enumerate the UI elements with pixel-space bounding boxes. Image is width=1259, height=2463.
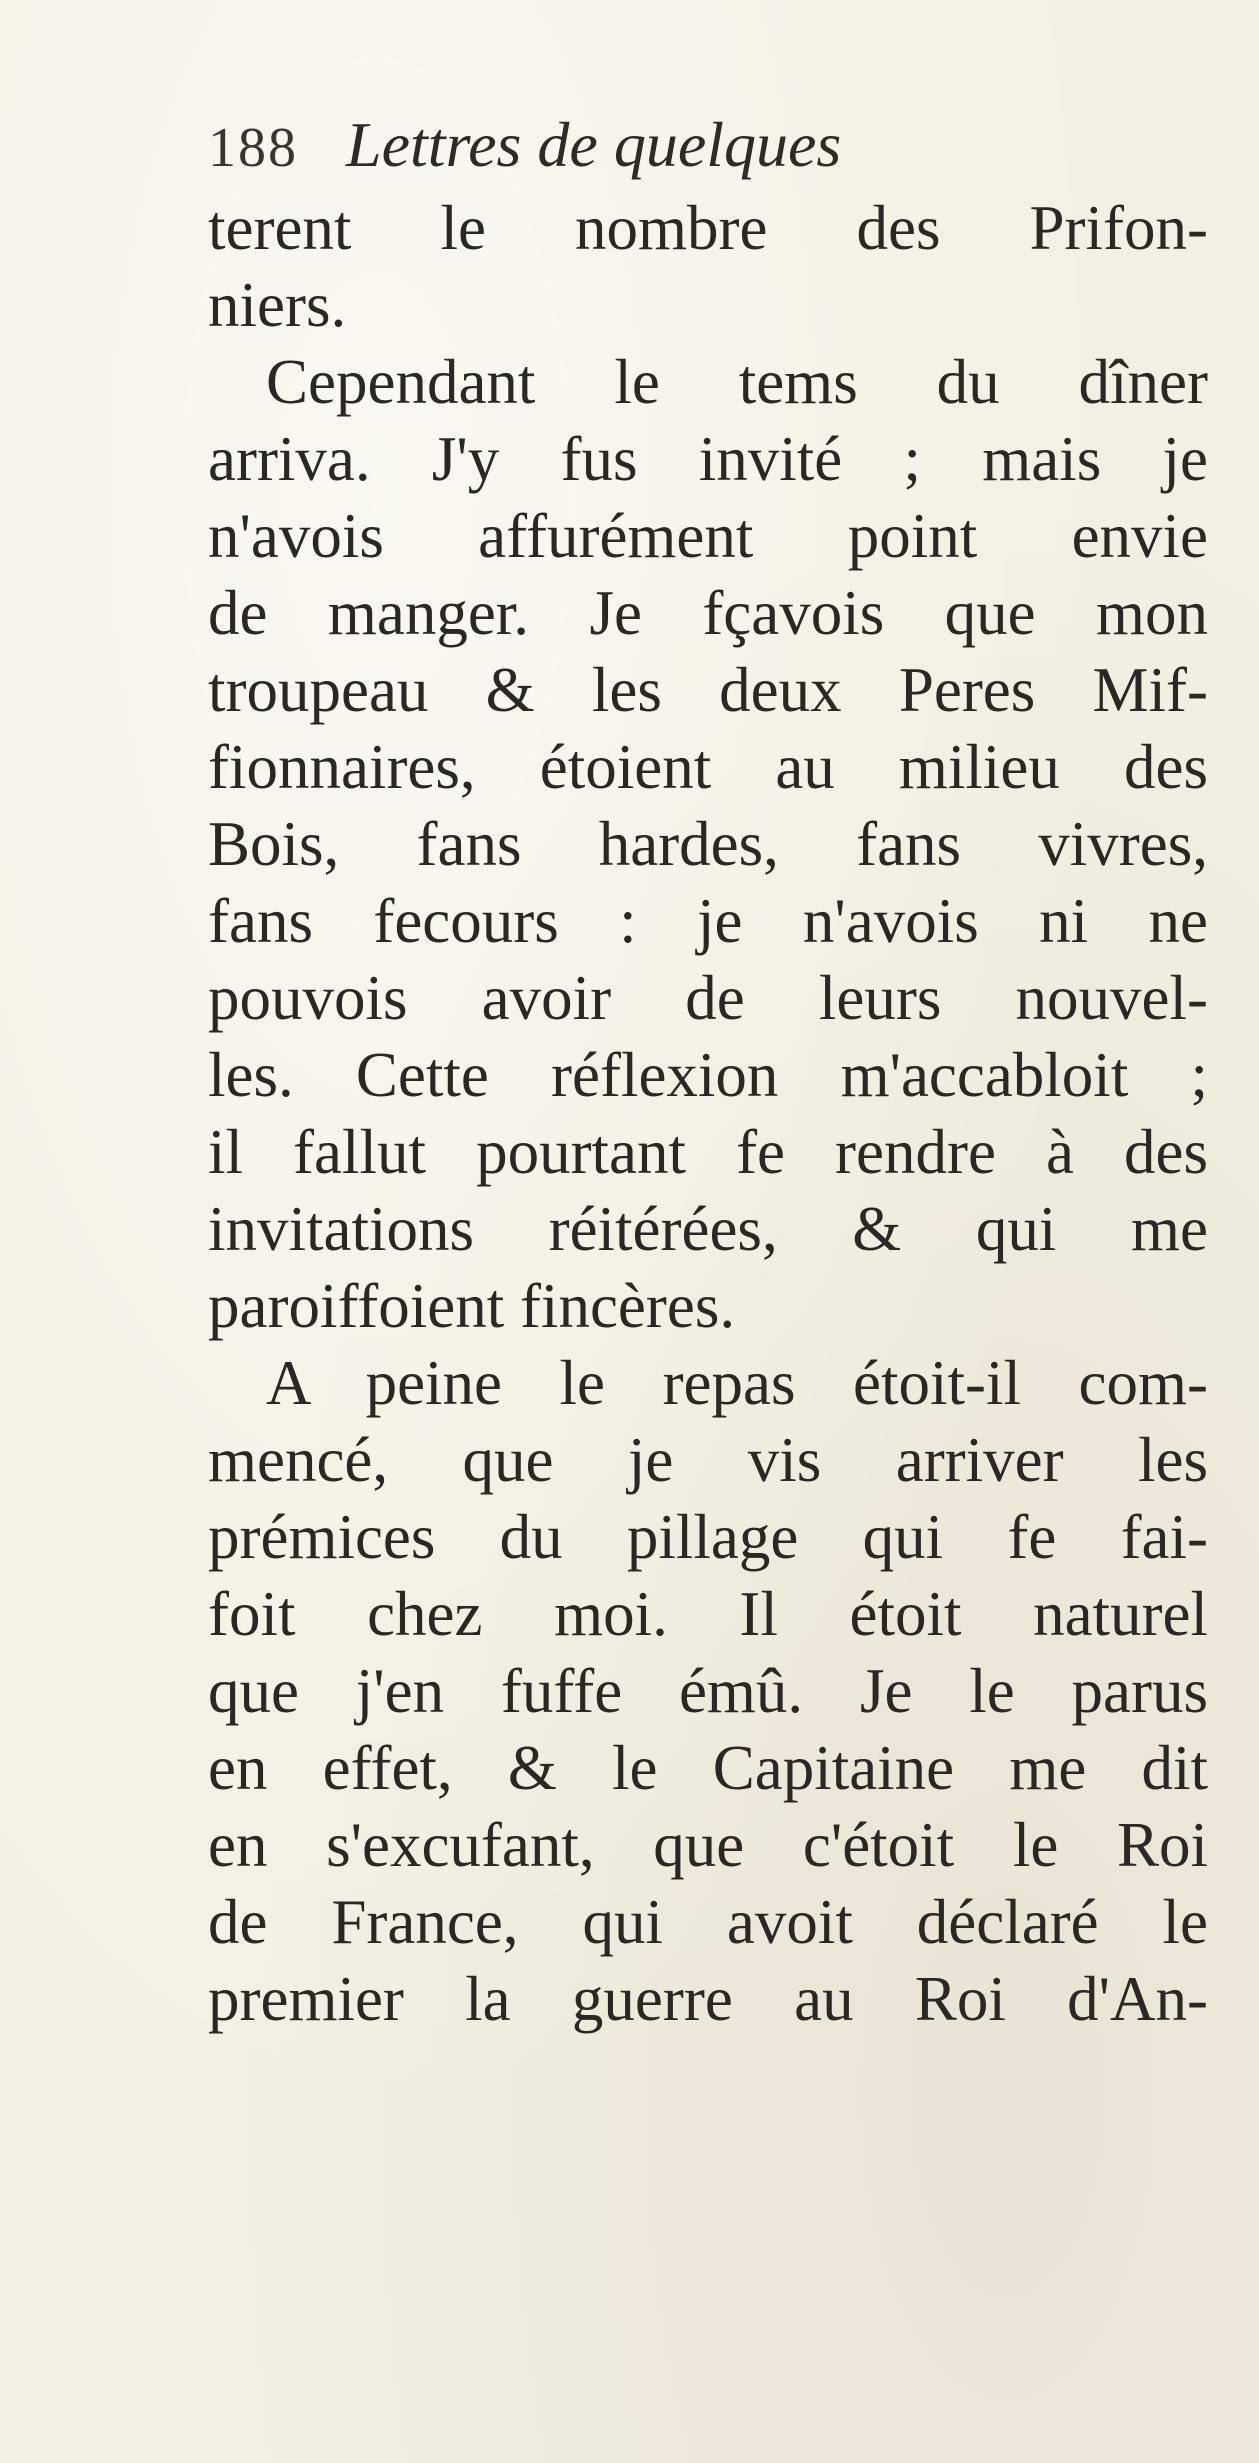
- text-line: premier la guerre au Roi d'An-: [208, 1964, 1208, 2034]
- body-text: [208, 190, 1208, 2038]
- text-line: de manger. Je fçavois que mon: [208, 578, 1208, 648]
- text-line: Bois, fans hardes, fans vivres,: [208, 809, 1208, 879]
- text-line: en effet, & le Capitaine me dit: [208, 1733, 1208, 1803]
- text-line: prémices du pillage qui fe fai-: [208, 1502, 1208, 1572]
- text-line: niers.: [208, 270, 347, 340]
- text-line: foit chez moi. Il étoit naturel: [208, 1579, 1208, 1649]
- text-line: terent le nombre des Prifon-: [208, 193, 1208, 263]
- text-line: en s'excufant, que c'étoit le Roi: [208, 1810, 1208, 1880]
- text-line: les. Cette réflexion m'accabloit ;: [208, 1040, 1208, 1110]
- text-line: paroiffoient fincères.: [208, 1271, 736, 1341]
- text-line: que j'en fuffe émû. Je le parus: [208, 1656, 1208, 1726]
- text-line: arriva. J'y fus invité ; mais je: [208, 424, 1208, 494]
- text-line: troupeau & les deux Peres Mif-: [208, 655, 1208, 725]
- text-line: n'avois affurément point envie: [208, 501, 1208, 571]
- text-line: pouvois avoir de leurs nouvel-: [208, 963, 1208, 1033]
- text-line: il fallut pourtant fe rendre à des: [208, 1117, 1208, 1187]
- running-title: Lettres de quelques: [346, 109, 842, 180]
- text-line: invitations réitérées, & qui me: [208, 1194, 1208, 1264]
- page-header: [208, 108, 841, 188]
- paragraph-start-line: Cependant le tems du dîner: [266, 347, 1208, 417]
- paragraph-start-line: A peine le repas étoit-il com-: [266, 1348, 1208, 1418]
- page-number: 188: [208, 117, 298, 179]
- text-line: fans fecours : je n'avois ni ne: [208, 886, 1208, 956]
- text-line: de France, qui avoit déclaré le: [208, 1887, 1208, 1957]
- text-line: fionnaires, étoient au milieu des: [208, 732, 1208, 802]
- text-line: mencé, que je vis arriver les: [208, 1425, 1208, 1495]
